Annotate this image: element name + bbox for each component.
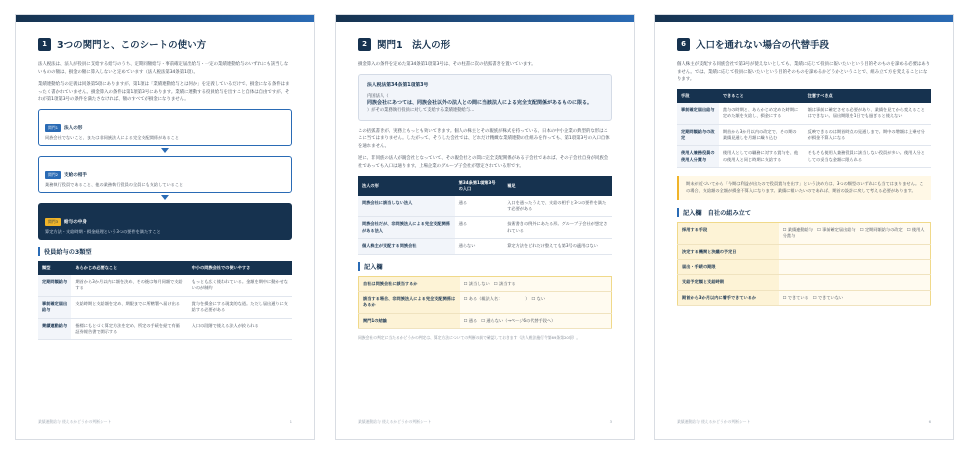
table-row: [677, 124, 931, 146]
paragraph: 損金算入の条件を定めた第34条第1項第3号は、その柱書に次の括弧書きを置いています。: [358, 62, 536, 67]
column-header: 類型: [38, 261, 71, 275]
table-header-row: [677, 89, 931, 103]
form-label: 関門1の結論: [359, 313, 460, 328]
paragraph: 逆に、非同族の法人が親会社となっていて、その親会社との間に完全支配関係がある子会社であれば、その子会社自身が同族会社であっても入口は通ります。上場企業のグループ子会社が想定されている形です。: [358, 156, 609, 169]
subheading: 役員給与の3類型: [38, 247, 292, 256]
section-number: 2: [358, 38, 371, 51]
page-footer: [358, 419, 612, 425]
column-header: 中小の同族会社での使いやすさ: [188, 261, 292, 275]
footer-title: 業績連動給与 使えるかどうかの判断シート: [358, 419, 432, 424]
types-table: [38, 261, 292, 340]
subheading: 記入欄 自社の組み立て: [677, 208, 931, 217]
alternatives-table: [677, 89, 931, 168]
table-cell: 通らない: [455, 239, 504, 254]
form-choice[interactable]: ☐ できている ☐ できていない: [779, 290, 931, 305]
table-cell: もっとも広く使われている。金額を期中に動かせないのが制約: [188, 275, 292, 296]
table-cell: 入口の段階で使える法人が絞られる: [188, 318, 292, 340]
section-title: 入口を通れない場合の代替手段: [696, 40, 830, 51]
form-label: 決定する機関と決議の予定日: [678, 244, 779, 259]
gate-tag: 関門1: [45, 124, 61, 132]
form-row: [678, 244, 931, 259]
entity-table: [358, 176, 612, 255]
column-header: あらかじめ必要なこと: [71, 261, 187, 275]
table-cell: 同族会社だが、非同族法人による完全支配関係がある法人: [358, 217, 455, 239]
gate-card: [38, 156, 292, 193]
section-heading: [38, 37, 292, 51]
section-number: 1: [38, 38, 51, 51]
table-cell: 期首から3か月以内の改定で、その期の業績見通しを月額に織り込む: [719, 124, 804, 146]
table-row: [358, 196, 612, 217]
form-row: [678, 290, 931, 305]
table-cell: 使用人兼務役員の使用人分賞与: [677, 146, 719, 168]
form-label: 届出・手続の期限: [678, 260, 779, 275]
form-row: [678, 222, 931, 244]
page-topbar: [16, 15, 314, 22]
column-header: 法人の形: [358, 176, 455, 196]
form-row: [359, 276, 612, 291]
form-choice[interactable]: ☐ 業績連動給与 ☐ 事前確定届出給与 ☐ 定期同額給与の改定 ☐ 使用人分賞与: [779, 222, 931, 244]
form-row: [359, 292, 612, 314]
paragraph: 業績連動給与の定義は同条第5項にありますが、第1項は「業績連動給与とは何か」を定義しているだけで、損金になる条件はまったく書かれていません。損金算入の条件は第1項第3号にあります。業績に連動する役員給与を出すこと自体は自由ですが、それが第1項第3号の条件を満たさなければ、額のすべてが損金になりません。: [38, 82, 290, 103]
form-field[interactable]: [779, 260, 931, 275]
footer-title: 業績連動給与 使えるかどうかの判断シート: [677, 419, 751, 424]
section-number: 6: [677, 38, 690, 51]
table-cell: 定期同額給与の改定: [677, 124, 719, 146]
gate-tag: 関門2: [45, 171, 61, 179]
gate-desc: 同族会社でないこと、または非同族法人による完全支配関係があること: [45, 134, 180, 140]
page-number: 3: [609, 419, 612, 424]
entry-form: [677, 222, 931, 306]
form-label: 採用する手段: [678, 222, 779, 244]
page-footer: [38, 419, 292, 425]
form-field[interactable]: [779, 275, 931, 290]
table-row: [38, 275, 292, 296]
page-2: [335, 14, 635, 440]
page-3: [654, 14, 954, 440]
paragraph: この括弧書きが、実務上もっとも効いてきます。個人の株主とその親族が株式を持っている、日本の中小企業の典型的な形はここに当てはまりません。したがって、そうした会社では、どれだけ精緻な業績連動の仕組みを作っても、第1項第3号の入口自体を通れません。: [358, 128, 610, 149]
column-header: できること: [719, 89, 804, 103]
table-cell: 指標にもとづく算定方法を定め、所定の手続を経て有価証券報告書で開示する: [71, 318, 187, 340]
table-cell: 反映できるのは期首時点の見通しまで。期中の増額は上乗せ分が損金不算入になる: [804, 124, 931, 146]
column-header: 補足: [503, 176, 612, 196]
section-heading: [677, 37, 931, 51]
table-cell: 算定方法をどれだけ整えても第3号の適用はない: [503, 239, 612, 254]
table-row: [677, 103, 931, 124]
table-cell: 期首から3か月以内に額を決め、その後は毎月同額で支給する: [71, 275, 187, 296]
gate-desc: 算定方法・支給時期・損金経理という3つの要件を満たすこと: [45, 228, 161, 234]
form-label: 該当する場合、非同族法人による完全支配関係はあるか: [359, 292, 460, 314]
table-cell: 通る: [455, 217, 504, 239]
page-topbar: [655, 15, 953, 22]
footer-title: 業績連動給与 使えるかどうかの判断シート: [38, 419, 112, 424]
table-cell: 入口を通ったうえで、支給の相手と3つの要件を満たす必要がある: [503, 196, 612, 217]
table-row: [38, 296, 292, 318]
gate-tag: 関門3: [45, 218, 61, 226]
table-cell: 賞与の時期と、あらかじめ定めた時期に定めた額を支給し、損金にする: [719, 103, 804, 124]
table-cell: 技術書きの例外にあたる形。グループ子会社が想定されている: [503, 217, 612, 239]
page-1: [15, 14, 315, 440]
form-row: [359, 313, 612, 328]
warning-note: 期末が近づいてから「今期は利益が出たので役員賞与を出す」という決め方は、3つの類型のいずれにも当てはまりません。この場合、支給額の全額が損金不算入になります。業績に報いたいのであれば、期首の設計に戻して考える必要があります。: [677, 176, 931, 200]
law-line: ）がその業務執行役員に対して支給する業績連動給与…: [367, 107, 475, 113]
subheading: 記入欄: [358, 262, 612, 271]
law-title: 法人税法第34条第1項第3号: [367, 82, 429, 88]
table-row: [358, 239, 612, 254]
page-topbar: [336, 15, 634, 22]
table-cell: 額は事前に確定させる必要があり、業績を見てから変えることはできない。届出期限を1日でも過ぎると使えない: [804, 103, 931, 124]
law-line: 内国法人（: [367, 93, 389, 99]
table-row: [677, 146, 931, 168]
section-title: 関門1 法人の形: [377, 40, 451, 51]
entry-form: [358, 276, 612, 330]
gate-card: [38, 203, 292, 240]
form-row: [678, 260, 931, 275]
table-cell: 事前確定届出給与: [38, 296, 71, 318]
page-footer: [677, 419, 931, 425]
table-row: [358, 217, 612, 239]
gate-card: [38, 109, 292, 146]
table-cell: 支給時期と支給額を定め、期限までに所轄署へ届け出る: [71, 296, 187, 318]
gate-name: 給与の中身: [64, 219, 87, 225]
table-cell: 賞与を損金にする現実的な道。ただし届出通りに支給する必要がある: [188, 296, 292, 318]
column-header: 第34条第1項第3号の入口: [455, 176, 504, 196]
form-field[interactable]: [779, 244, 931, 259]
footnote: 同族会社の判定に当たるかどうかの判定は、算定方法についての判断の前で確認しておきます（法人税法施行令第69条第20項）。: [358, 335, 581, 341]
paragraph: 法人税法は、法人が役員に支給する給与のうち、定期同額給与・事前確定届出給与・一定の業績連動給与のいずれにも該当しないものの額は、損金の額に算入しないと定めています（法人税法第34条第1項）。: [38, 62, 289, 75]
column-header: 注意すべき点: [804, 89, 931, 103]
form-label: 自社は同族会社に該当するか: [359, 276, 460, 291]
form-choice[interactable]: ☐ 該当しない ☐ 該当する: [460, 276, 612, 291]
table-cell: 通る: [455, 196, 504, 217]
table-cell: 個人株主が支配する同族会社: [358, 239, 455, 254]
table-header-row: [358, 176, 612, 196]
gate-name: 法人の形: [64, 125, 83, 131]
law-quote-box: [358, 74, 612, 121]
arrow-down-icon: [161, 148, 169, 153]
gate-name: 支給の相手: [64, 172, 87, 178]
law-emphasis: 同族会社にあつては、同族会社以外の法人との間に当該法人による完全支配関係があるものに限る。: [367, 99, 593, 106]
form-choice[interactable]: ☐ ある（親法人名： ） ☐ ない: [460, 292, 612, 314]
table-cell: 定期同額給与: [38, 275, 71, 296]
page-number: 6: [928, 419, 931, 424]
table-cell: 使用人としての職務に対する賞与を、他の使用人と同じ時期に支給する: [719, 146, 804, 168]
arrow-down-icon: [161, 195, 169, 200]
column-header: 手段: [677, 89, 719, 103]
form-label: 支給予定額と支給時期: [678, 275, 779, 290]
table-cell: 同族会社に該当しない法人: [358, 196, 455, 217]
gate-desc: 業務執行役員であること、他の業務執行役員の全員にも支給していること: [45, 181, 184, 187]
table-header-row: [38, 261, 292, 275]
table-cell: そもそも使用人兼務役員に該当しない役員が多い。使用人分としての妥当な金額に限られる: [804, 146, 931, 168]
section-title: 3つの関門と、このシートの使い方: [57, 40, 207, 51]
paragraph: 個人株主が支配する同族会社で第3号が使えないとしても、業績に応じて役員に報いたいという目的そのものを諦める必要はありません。では、業績に応じて役員に報いたいという目的そのものを諦めるかどうかということで、組み立て方を変えることになります。: [677, 62, 931, 83]
form-row: [678, 275, 931, 290]
form-choice[interactable]: ☐ 通る ☐ 通らない（→ページ6の代替手段へ）: [460, 313, 612, 328]
table-cell: 事前確定届出給与: [677, 103, 719, 124]
page-number: 1: [289, 419, 292, 424]
table-row: [38, 318, 292, 340]
table-cell: 業績連動給与: [38, 318, 71, 340]
form-label: 期首から3か月以内に着手できているか: [678, 290, 779, 305]
section-heading: [358, 37, 612, 51]
